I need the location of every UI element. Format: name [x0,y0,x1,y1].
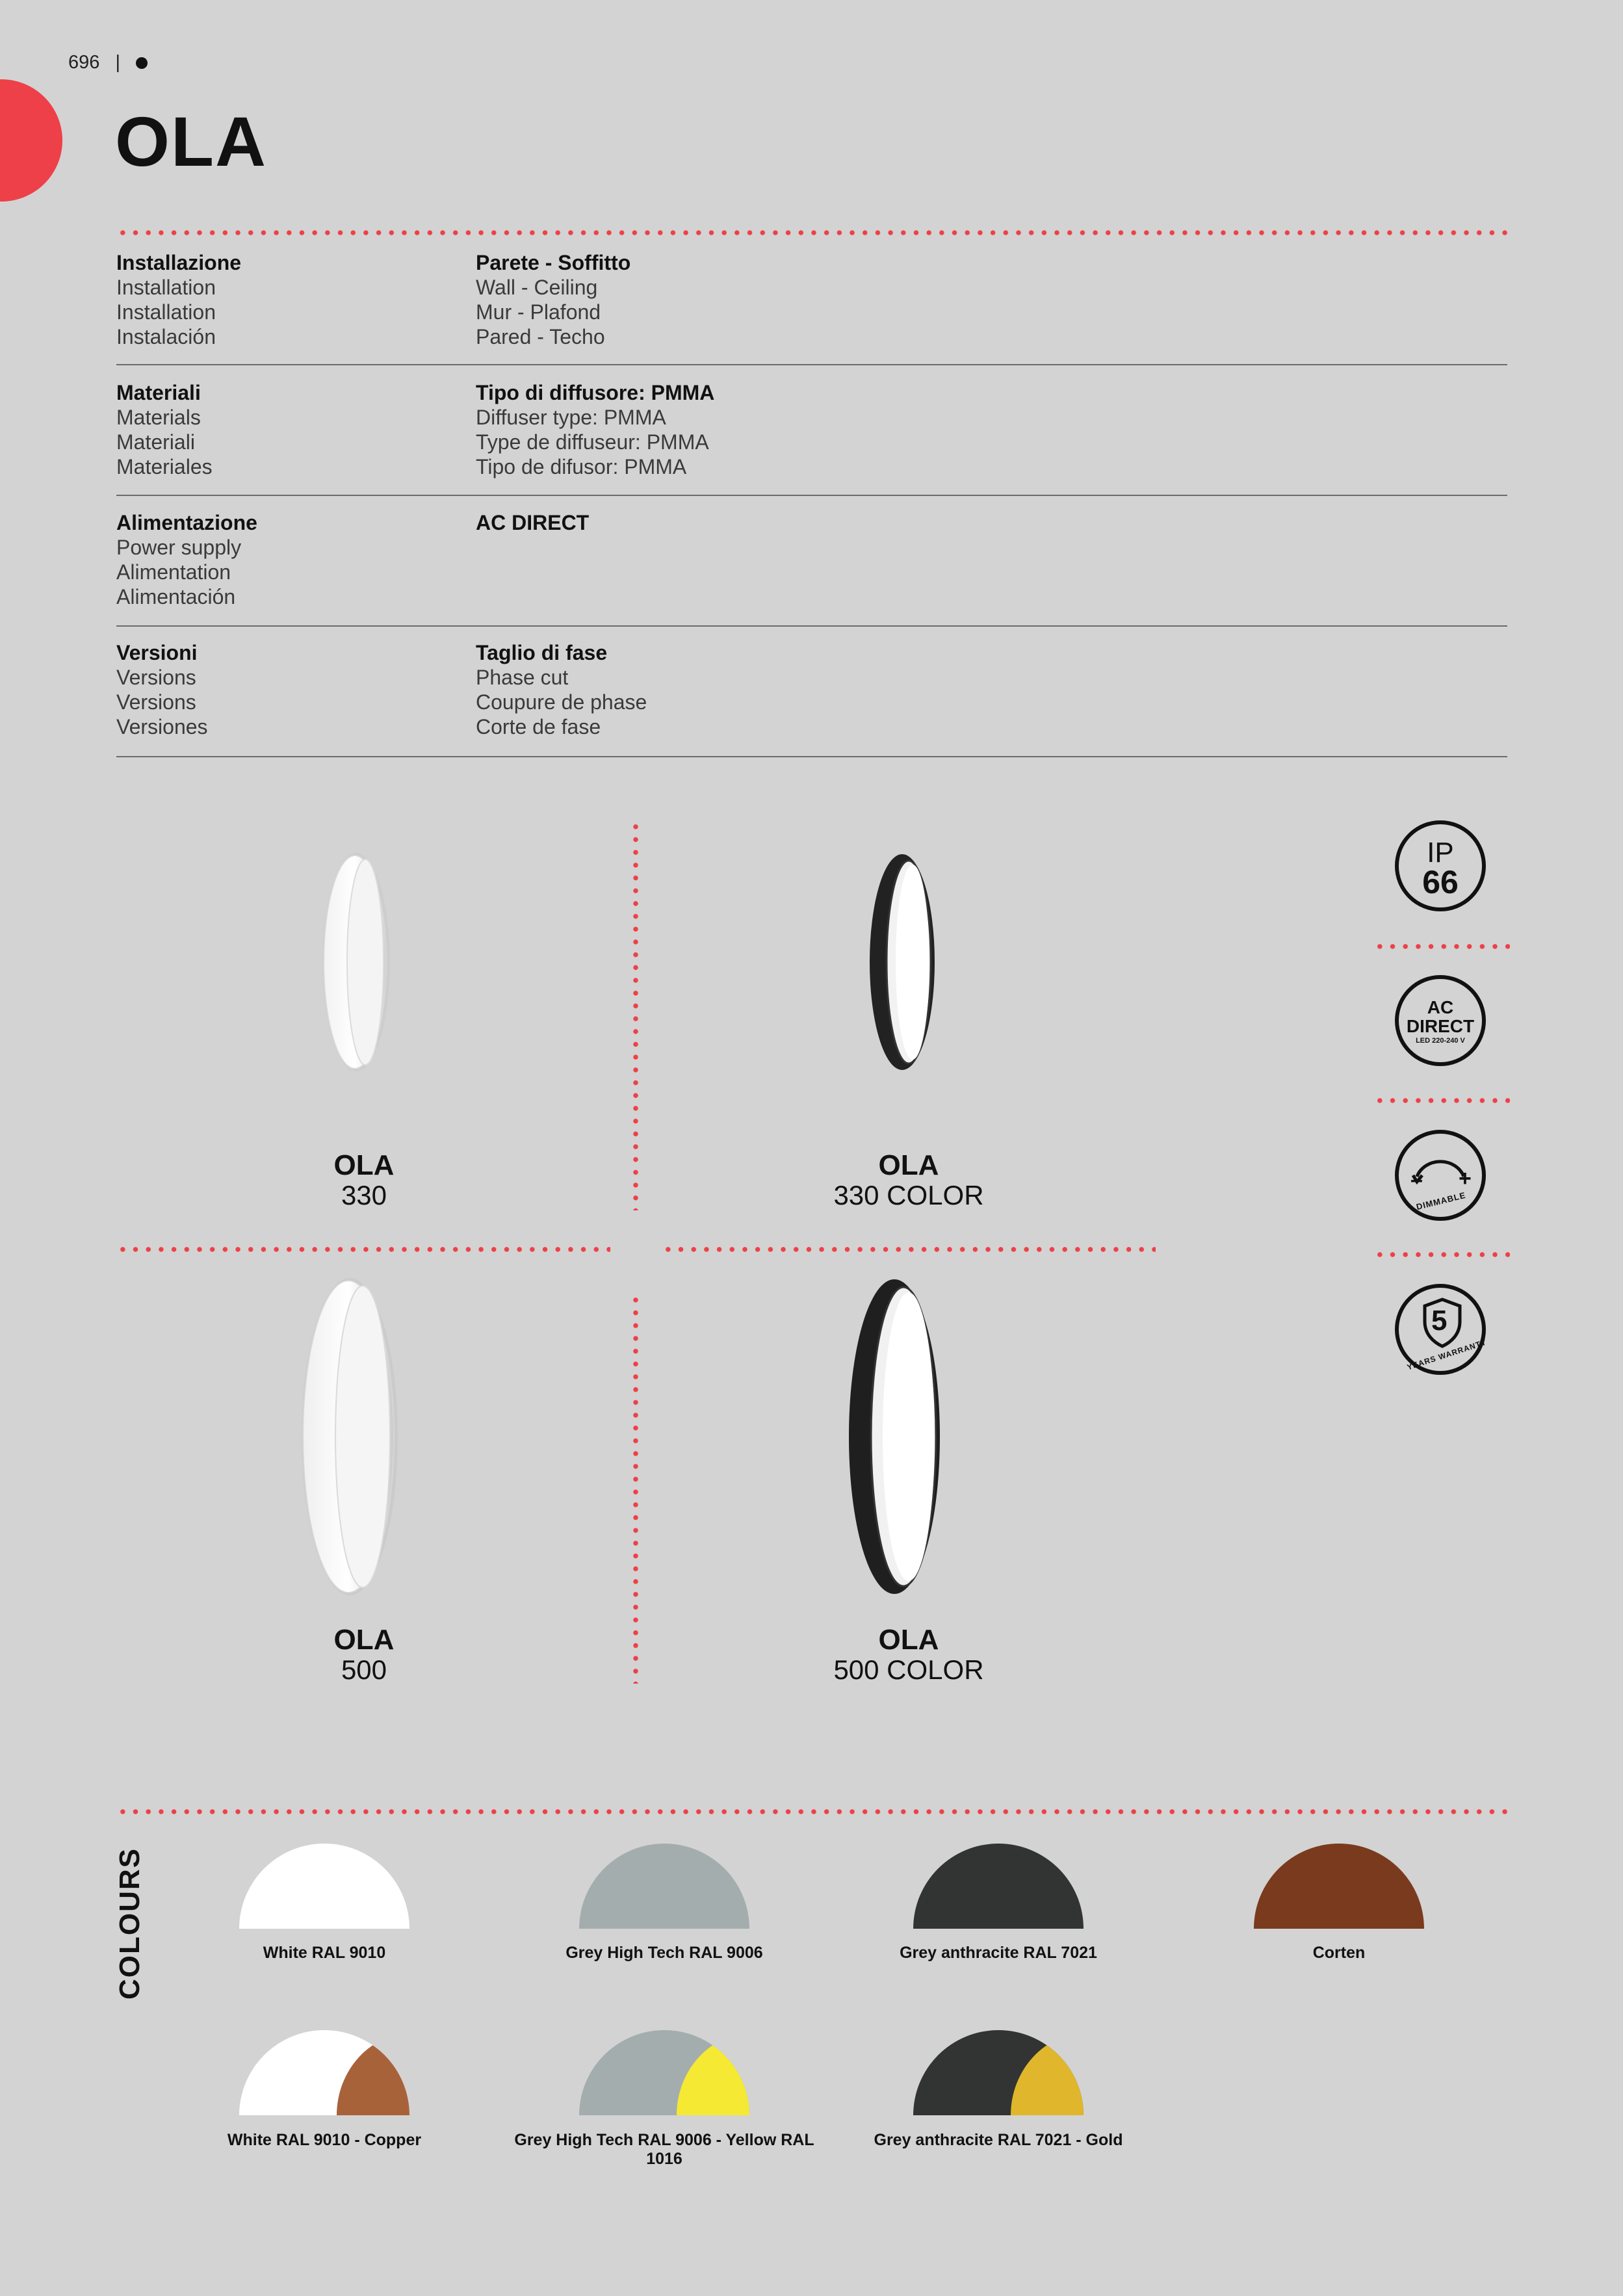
warranty-label: YEARS WARRANTY [1405,1337,1488,1372]
spec-label-line: Versioni [116,641,198,664]
swatch-label: White RAL 9010 [263,1944,386,1962]
spec-row-divider [116,364,1507,365]
warranty-number: 5 [1431,1305,1448,1337]
spec-label-line: Alimentation [116,560,231,584]
product-name-ola-330-color [746,1151,1071,1210]
colours-top-divider [116,1809,1511,1814]
swatch-label: Grey anthracite RAL 7021 - Gold [874,2131,1123,2149]
dimmable-label: DIMMABLE [1415,1190,1467,1212]
product-model-line: 500 [341,1654,387,1685]
spec-label-line: Installation [116,276,216,299]
page-number-separator: | [115,52,120,73]
swatch-accent [1011,2033,1084,2115]
spec-label-line: Installation [116,300,216,324]
spec-label-line: Alimentazione [116,511,257,534]
spec-value-line: AC DIRECT [476,511,590,534]
spec-value-line: Pared - Techo [476,325,605,348]
swatch-corten [1254,1844,1424,1929]
spec-label-versions [116,640,208,739]
product-name-line: OLA [878,1624,939,1656]
five-years-warranty-badge-icon [1395,1284,1486,1375]
badge-divider [1373,1252,1510,1257]
spec-label-line: Materials [116,406,201,429]
ola-330-color-lamp-image [858,845,949,1079]
spec-label-line: Materiales [116,455,213,478]
page-marker-dot [136,57,148,69]
dimmable-minus: – [1410,1168,1423,1192]
product-grid-vertical-divider [633,1294,638,1684]
spec-label-power-supply [116,510,257,609]
colours-heading: COLOURS [114,1847,146,2000]
page-number [68,52,148,73]
spec-value-line: Tipo di diffusore: PMMA [476,381,715,404]
spec-row-divider [116,495,1507,496]
spec-label-line: Versiones [116,715,208,738]
spec-label-line: Materiali [116,381,201,404]
spec-value-versions [476,640,647,739]
spec-value-line: Coupure de phase [476,690,647,714]
spec-value-line: Corte de fase [476,715,601,738]
product-name-line: OLA [333,1149,395,1181]
ola-500-white-lamp-image [286,1268,416,1606]
ip-badge-bottom: 66 [1422,864,1459,900]
ac-badge-line2: DIRECT [1406,1016,1475,1036]
spec-label-line: Versions [116,666,196,689]
ip66-badge-icon [1395,820,1486,911]
swatch-accent [677,2033,749,2115]
spec-row-divider [116,756,1507,757]
product-name-line: OLA [878,1149,939,1181]
swatch-grey-yellow [579,2030,749,2115]
product-name-line: OLA [333,1624,395,1656]
badge-divider [1373,1098,1510,1103]
spec-value-line: Mur - Plafond [476,300,601,324]
spec-value-line: Tipo de difusor: PMMA [476,455,687,478]
red-corner-circle [0,79,62,202]
badge-divider [1373,944,1510,949]
product-model-line: 330 COLOR [833,1180,984,1210]
product-grid-horizontal-divider [116,1247,610,1252]
ac-direct-badge-icon [1395,975,1486,1066]
product-grid-horizontal-divider [662,1247,1156,1252]
spec-label-line: Instalación [116,325,216,348]
spec-label-line: Power supply [116,536,242,559]
spec-label-line: Versions [116,690,196,714]
spec-value-line: Type de diffuseur: PMMA [476,430,709,454]
swatch-label: White RAL 9010 - Copper [227,2131,422,2149]
spec-label-installation [116,250,241,349]
spec-label-line: Installazione [116,251,242,274]
spec-value-line: Diffuser type: PMMA [476,406,666,429]
swatch-white-ral-9010 [239,1844,409,1929]
spec-row-divider [116,625,1507,627]
spec-label-materials [116,380,213,479]
swatch-anthracite-gold [913,2030,1084,2115]
swatch-white-copper [239,2030,409,2115]
swatch-label: Corten [1312,1944,1366,1962]
ola-500-color-lamp-image [832,1268,962,1606]
spec-value-line: Wall - Ceiling [476,276,598,299]
swatch-grey-anthracite-ral-7021 [913,1844,1084,1929]
swatch-label: Grey High Tech RAL 9006 [565,1944,763,1962]
ac-badge-line3: LED 220-240 V [1416,1037,1465,1045]
product-name-ola-500 [201,1625,526,1685]
ola-330-white-lamp-image [312,845,403,1079]
spec-value-line: Parete - Soffitto [476,251,631,274]
spec-value-materials [476,380,714,479]
product-name-ola-330 [201,1151,526,1210]
dimmable-badge-icon [1395,1130,1486,1221]
swatch-grey-high-tech-ral-9006 [579,1844,749,1929]
swatch-accent [337,2033,409,2115]
ip-badge-top: IP [1427,837,1454,868]
spec-value-line: Taglio di fase [476,641,608,664]
swatch-label: Grey High Tech RAL 9006 - Yellow RAL 1016 [514,2131,814,2168]
spec-value-installation [476,250,630,349]
page-number-value: 696 [68,52,100,73]
swatch-label: Grey anthracite RAL 7021 [900,1944,1097,1962]
product-grid-vertical-divider [633,820,638,1210]
dimmable-plus: + [1459,1166,1472,1191]
spec-top-divider [116,230,1511,235]
spec-label-line: Alimentación [116,585,236,608]
spec-label-line: Materiali [116,430,195,454]
spec-value-power-supply [476,510,589,535]
product-name-ola-500-color [746,1625,1071,1685]
product-model-line: 330 [341,1180,387,1210]
ac-badge-line1: AC [1427,997,1454,1017]
page-title: OLA [115,102,267,181]
product-model-line: 500 COLOR [833,1654,984,1685]
spec-value-line: Phase cut [476,666,569,689]
